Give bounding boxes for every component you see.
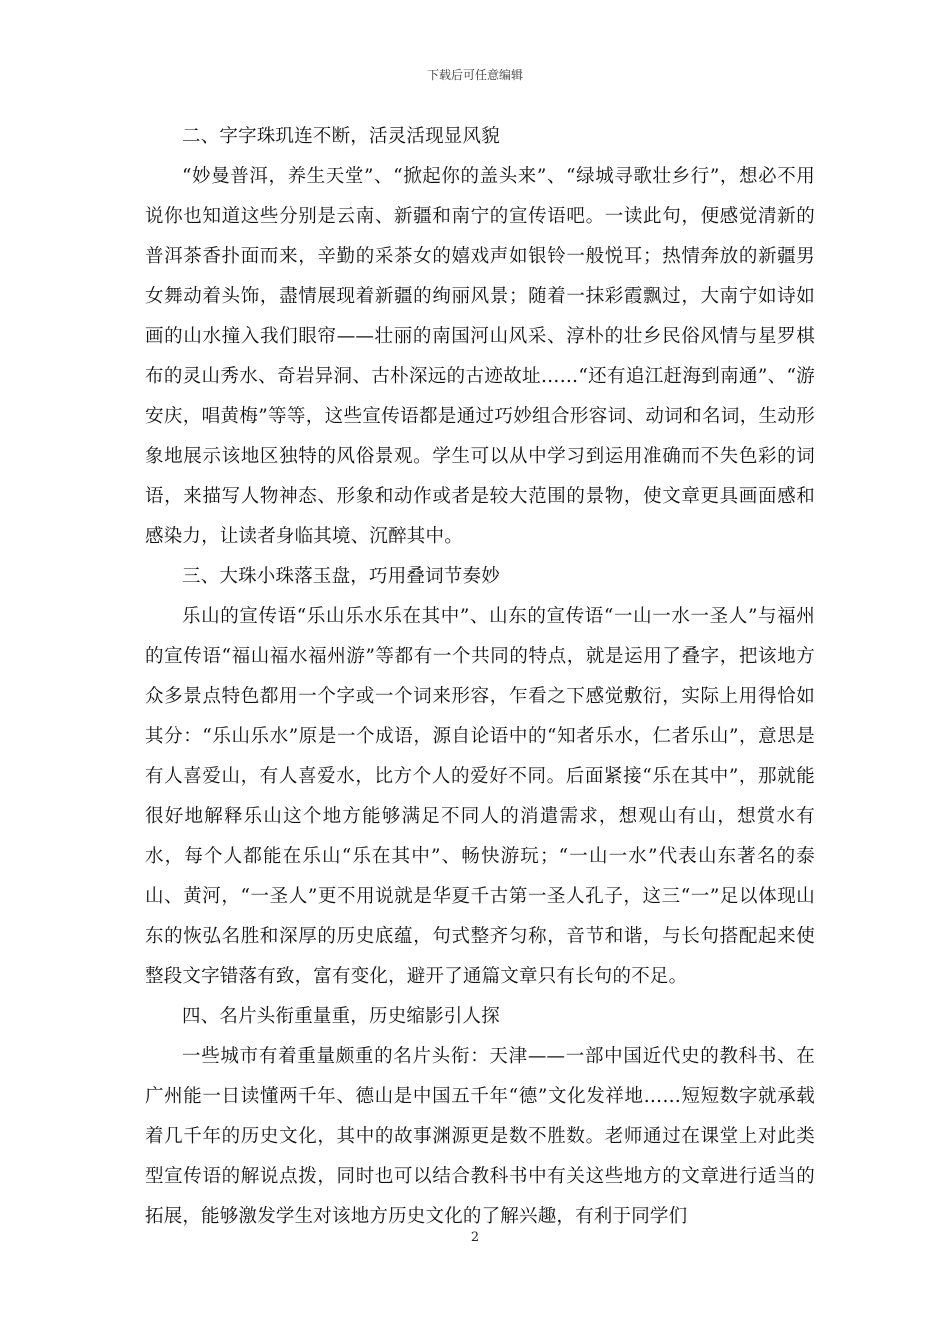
page-header: 下载后可任意编辑 [426,68,523,82]
section-heading-2: 二、字字珠玑连不断，活灵活现显风貌 [182,126,500,147]
section-heading-3: 三、大珠小珠落玉盘，巧用叠词节奏妙 [182,566,500,587]
page-number: 2 [470,1230,480,1245]
section-paragraph-2: “妙曼普洱，养生天堂”、“掀起你的盖头来”、“绿城寻歌壮乡行”，想必不用说你也知道这些分别是云南、新疆和南宁的宣传语吧。一读此句，便感觉清新的普洱茶香扑面而来，辛勤的采茶女的嬉戏声如银铃一般悦耳；热情奔放的新疆男女舞动着头饰，盡情展现着新疆的绚丽风景；随着一抹彩霞飘过，大南宁如诗如画的山水撞入我们眼帘——壮丽的南国河山风采、淳朴的壮乡民俗风情与星罗棋布的灵山秀水、奇岩异洞、古朴深远的古迹故址……“还有追江赶海到南通”、“游安庆，唱黄梅”等等，这些宣传语都是通过巧妙组合形容词、动词和名词，生动形象地展示该地区独特的风俗景观。学生可以从中学习到运用准确而不失色彩的词语，来描写人物神态、形象和动作或者是较大范围的景物，使文章更具画面感和感染力，让读者身临其境、沉醉其中。 [145,166,815,547]
section-paragraph-3: 乐山的宣传语“乐山乐水乐在其中”、山东的宣传语“一山一水一圣人”与福州的宣传语“福山福水福州游”等都有一个共同的特点，就是运用了叠字，把该地方众多景点特色都用一个字或一个词来形容，乍看之下感觉敷衍，实际上用得恰如其分：“乐山乐水”原是一个成语，源自论语中的“知者乐水，仁者乐山”，意思是有人喜爱山，有人喜爱水，比方个人的爱好不同。后面紧接“乐在其中”，那就能很好地解释乐山这个地方能够满足不同人的消遣需求，想观山有山，想赏水有水，每个人都能在乐山“乐在其中”、畅快游玩；“一山一水”代表山东著名的泰山、黄河，“一圣人”更不用说就是华夏千古第一圣人孔子，这三“一”足以体现山东的恢弘名胜和深厚的历史底蕴，句式整齐匀称，音节和谐，与长句搭配起来使整段文字错落有致，富有变化，避开了通篇文章只有长句的不足。 [145,606,815,987]
section-paragraph-4: 一些城市有着重量颇重的名片头衔：天津——一部中国近代史的教科书、在广州能一日读懂两千年、德山是中国五千年“德”文化发祥地……短短数字就承载着几千年的历史文化，其中的故事渊源更是数不胜数。老师通过在课堂上对此类型宣传语的解说点拨，同时也可以结合教科书中有关这些地方的文章进行适当的拓展，能够激发学生对该地方历史文化的了解兴趣，有利于同学们 [145,1046,815,1227]
section-heading-4: 四、名片头衔重量重，历史缩影引人探 [182,1006,500,1027]
document-body [145,117,815,1237]
